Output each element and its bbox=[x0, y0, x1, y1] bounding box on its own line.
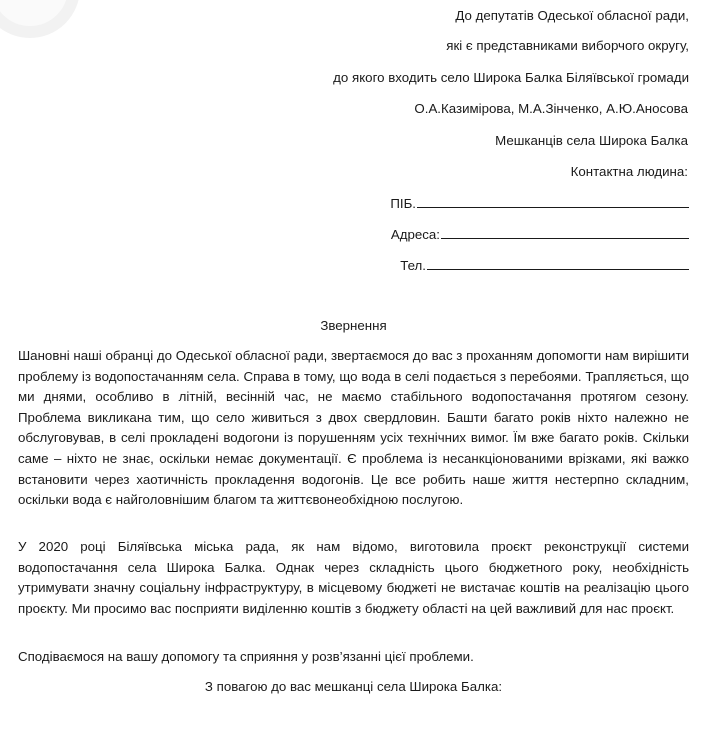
paragraph-2: У 2020 році Біляївська міська рада, як нам відомо, виготовила проєкт реконструкції системи водопостачання села Широка Балка. Однак через складність цього бюджетного року, необхідність утримувати значну соціальну інфраструктуру, в місцевому бюджеті не вистачає коштів на реалізацію цього проєкту. Ми просимо вас посприяти виділенню коштів з бюджету області на цей важливий для нас проєкт. bbox=[18, 539, 689, 616]
phone-field[interactable] bbox=[400, 257, 689, 273]
corner-circle-icon bbox=[0, 0, 80, 38]
phone-label: Тел. bbox=[400, 258, 426, 273]
name-field[interactable] bbox=[390, 195, 689, 211]
phone-line[interactable] bbox=[427, 257, 689, 270]
addressee-line-3: до якого входить село Широка Балка Біляївської громади bbox=[333, 70, 689, 85]
name-line[interactable] bbox=[417, 195, 689, 208]
deputies-names: О.А.Казимірова, М.А.Зінченко, А.Ю.Аносова bbox=[414, 101, 688, 116]
address-field[interactable] bbox=[391, 226, 689, 242]
paragraph-1: Шановні наші обранці до Одеської обласної ради, звертаємося до вас з проханням допомогти нам вирішити проблему із водопостачанням села. Справа в тому, що вода в селі подається з перебоями. Трапляється, що ми днями, особливо в літній, весінній час, не маємо стабільного водопостачання протягом сезону. Проблема викликана тим, що село живиться з двох свердловин. Башти багато років ніхто належно не обслуговував, в селі прокладені водогони із порушенням усіх технічних вимог. Їм вже багато років. Скільки саме – ніхто не знає, оскільки немає документації. Є проблема із несанкціонованими врізками, які важко встановити через хаотичність прокладення водогонів. Це все робить наше життя нестерпно складним, оскільки вода є найголовнішим благом та життєвонеобхідною послугою. bbox=[18, 348, 689, 508]
document-title: Звернення bbox=[320, 318, 387, 333]
paragraph-3: Сподіваємося на вашу допомогу та сприяння у розв’язанні цієї проблеми. bbox=[18, 649, 474, 664]
address-label: Адреса: bbox=[390, 227, 440, 242]
addressee-line-1: До депутатів Одеської обласної ради, bbox=[455, 8, 689, 23]
contact-person-label: Контактна людина: bbox=[570, 164, 688, 179]
addressee-line-2: які є представниками виборчого округу, bbox=[446, 38, 689, 53]
closing-line: З повагою до вас мешканці села Широка Балка: bbox=[204, 679, 503, 694]
sender-line: Мешканців села Широка Балка bbox=[495, 133, 688, 148]
address-line[interactable] bbox=[441, 226, 689, 239]
name-label: ПІБ. bbox=[390, 196, 416, 211]
